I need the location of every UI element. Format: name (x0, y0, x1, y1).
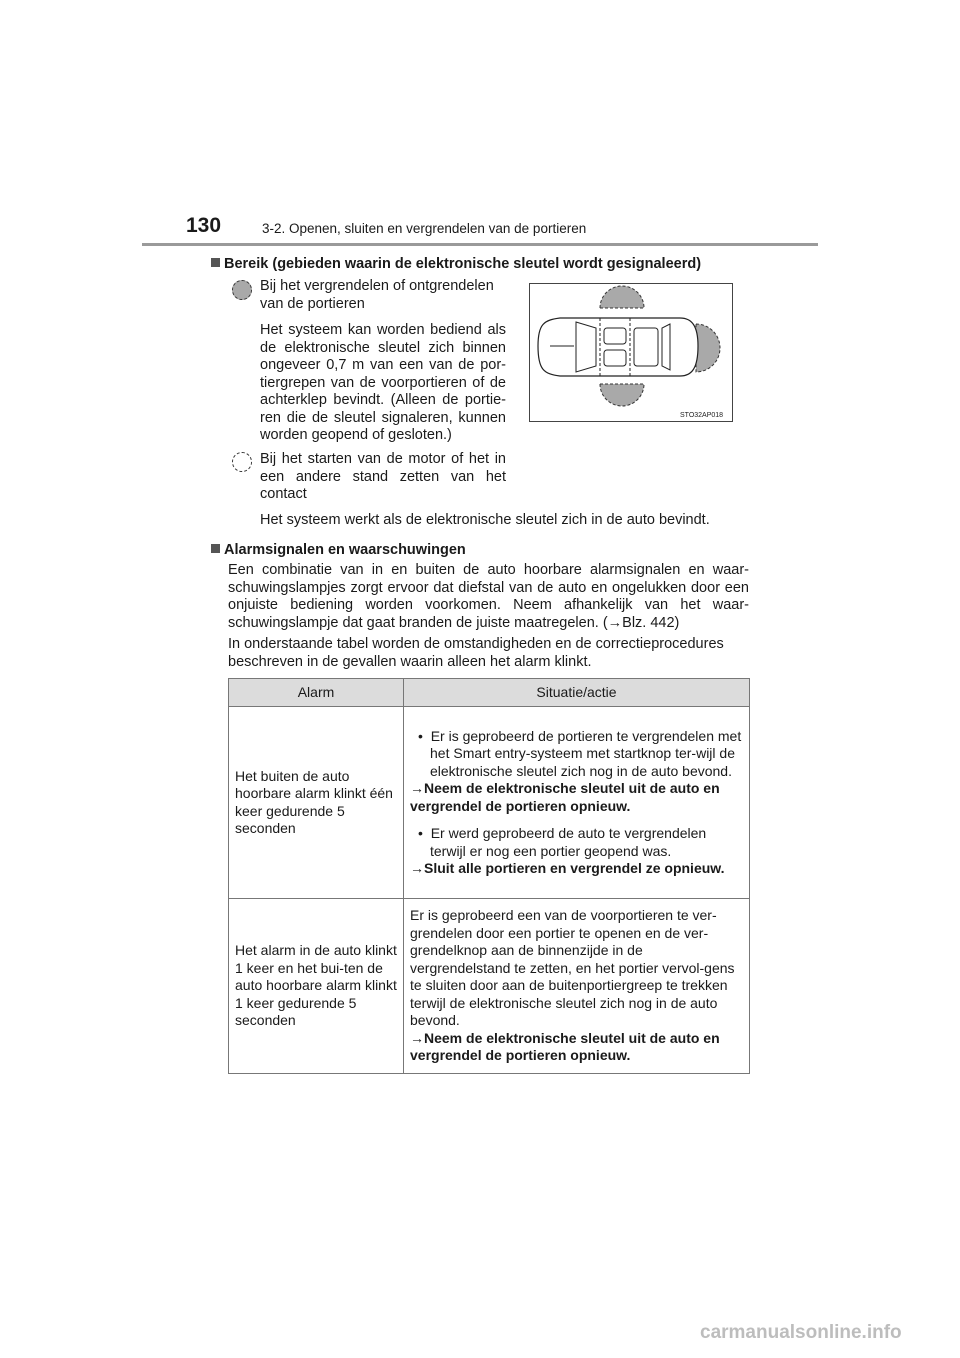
filled-area-icon (232, 280, 252, 300)
arrow-icon: → (410, 1029, 424, 1046)
row1-case-2: Er werd geprobeerd de auto te vergrendelen terwijl er nog een portier geopend was. (430, 825, 707, 859)
row1-alarm: Het buiten de auto hoorbare alarm klinkt één keer gedurende 5 seconden (229, 707, 404, 899)
row1-action-2-line (410, 860, 743, 878)
car-body (538, 318, 698, 376)
bullet-mark: • (418, 825, 423, 841)
header-rule (142, 243, 818, 246)
range-item2-title: Bij het starten van de motor of het in een andere stand zetten van het contact (260, 451, 506, 502)
front-right-zone (600, 384, 644, 406)
car-detection-figure (529, 283, 733, 422)
range-heading-text: Bereik (gebieden waarin de elektronische sleutel wordt gesignaleerd) (224, 256, 702, 272)
front-left-zone (600, 286, 644, 308)
range-item1-title: Bij het vergrendelen of ontgrendelen van de portieren (260, 278, 494, 312)
row1-action-2: Sluit alle portieren en vergrendel ze opnieuw. (424, 860, 725, 876)
row2-alarm: Het alarm in de auto klinkt 1 keer en het bui-ten de auto hoorbare alarm klinkt 1 keer gedurende 5 seconden (229, 899, 404, 1074)
range-item2-body: Het systeem werkt als de elektronische sleutel zich in de auto bevindt. (260, 512, 710, 528)
table-header-row (229, 679, 750, 707)
alarm-table (228, 678, 750, 1074)
empty-area-icon (232, 452, 252, 472)
page-number: 130 (186, 214, 222, 237)
alarm-heading (211, 542, 466, 558)
row2-situation (404, 899, 750, 1074)
table-row (229, 707, 750, 899)
square-bullet-icon (211, 258, 220, 267)
row1-situation (404, 707, 750, 899)
running-header: 3-2. Openen, sluiten en vergrendelen van de portieren (262, 221, 587, 236)
figure-code: STO32AP018 (680, 412, 724, 419)
row1-action-1-line (410, 780, 743, 815)
row2-action: Neem de elektronische sleutel uit de auto en vergrendel de portieren opnieuw. (410, 1029, 720, 1063)
table-row (229, 899, 750, 1074)
row1-item-2 (410, 825, 743, 878)
row1-action-1: Neem de elektronische sleutel uit de auto en vergrendel de portieren opnieuw. (410, 780, 720, 814)
alarm-paragraph-2: In onderstaande tabel worden de omstandigheden en de correctieprocedures beschreven in de gevallen waarin alleen het alarm klinkt. (228, 636, 724, 670)
range-item1-body: Het systeem kan worden bediend als de elektronische sleutel zich binnen ongeveer 0,7 m van een van de por-tiergrepen van de voorportieren of de achterklep bevindt. (Alleen de portie-ren die de sleutel signaleren, kunnen worden geopend of gesloten.) (260, 322, 506, 443)
watermark: carmanualsonline.info (700, 1322, 902, 1343)
row2-action-line (410, 1030, 743, 1065)
alarm-heading-text: Alarmsignalen en waarschuwingen (224, 542, 466, 558)
rear-zone (696, 324, 720, 372)
car-top-view-diagram (530, 284, 732, 421)
row1-item-1 (410, 728, 743, 816)
square-bullet-icon (211, 544, 220, 553)
bullet-mark: • (418, 727, 423, 744)
header-situation: Situatie/actie (404, 679, 750, 707)
arrow-icon: → (410, 780, 424, 796)
row1-case-1: Er is geprobeerd de portieren te vergrendelen met het Smart entry-systeem met startknop ter-wijl de elektronische sleutel zich nog in de auto bevond. (430, 727, 742, 779)
arrow-icon: → (410, 860, 424, 876)
range-heading (211, 256, 701, 272)
header-alarm: Alarm (229, 679, 404, 707)
row2-case: Er is geprobeerd een van de voorportieren te ver-grendelen door een portier te openen en de ver-grendelknop aan de binnenzijde in de vergrendelstand te zetten, en het portier vervol-gens te sluiten door aan de buitenportiergreep te trekken terwijl de elektronische sleutel zich nog in de auto bevond. (410, 907, 735, 1028)
alarm-paragraph-1: Een combinatie van in en buiten de auto hoorbare alarmsignalen en waar-schuwingslampjes zorgt ervoor dat diefstal van de auto en ongelukken door een onjuiste bediening worden voorkomen. Neem afhankelijk van het waar-schuwingslampje dat gaat branden de juiste maatregelen. (→Blz. 442) (228, 562, 749, 631)
